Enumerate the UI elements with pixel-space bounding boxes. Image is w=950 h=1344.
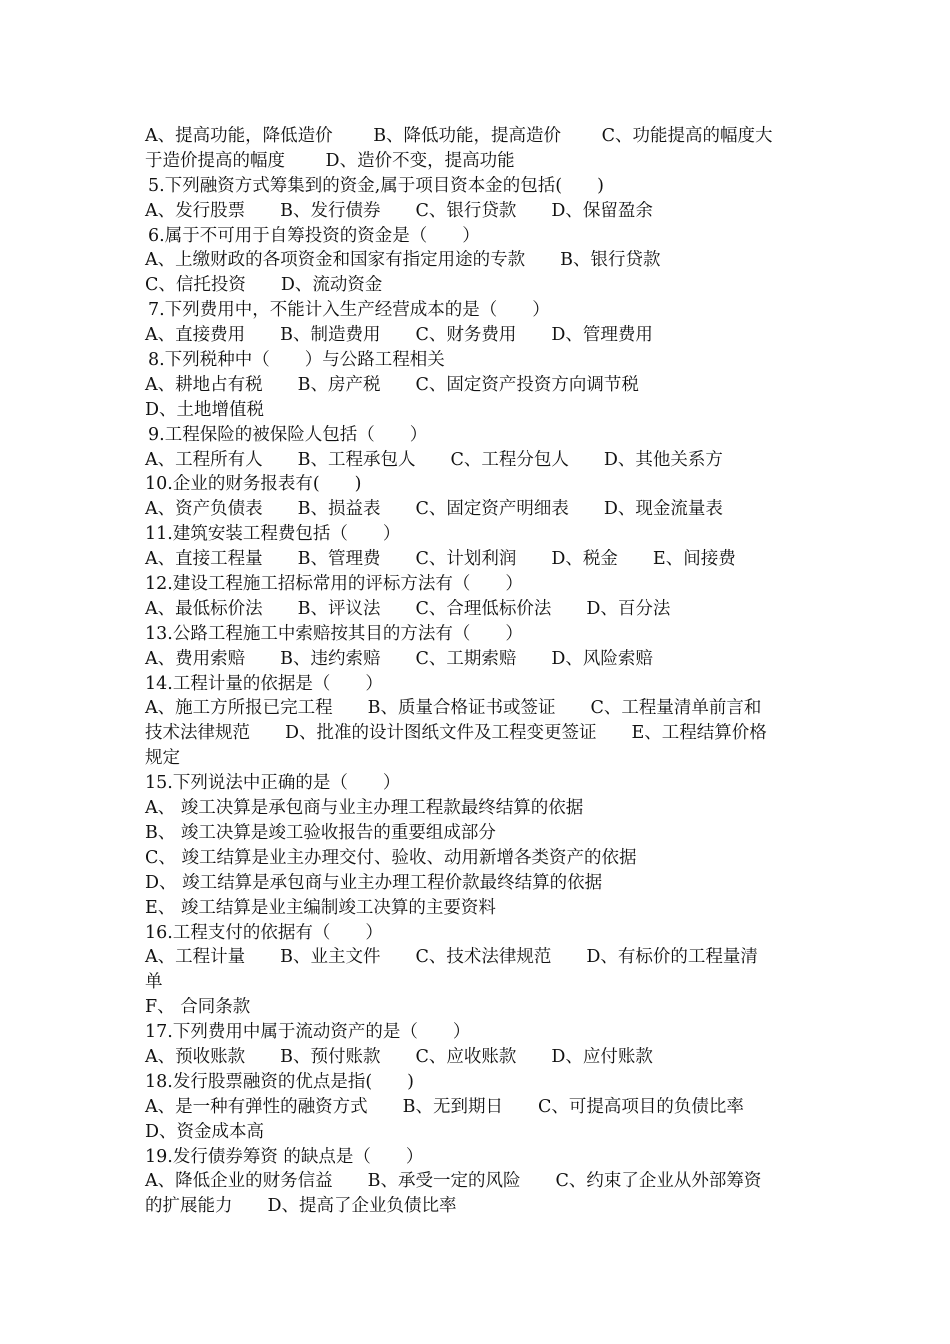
question-line: 8.下列税种中（ ）与公路工程相关 (148, 350, 445, 371)
text-line: 11.建筑安装工程费包括（ ） (145, 524, 401, 545)
text-line: 17.下列费用中属于流动资产的是（ ） (145, 1022, 471, 1043)
text-line: 19.发行债券筹资 的缺点是（ ） (145, 1146, 424, 1167)
text-line: A、是一种有弹性的融资方式 B、无到期日 C、可提高项目的负债比率 (145, 1096, 744, 1117)
text-line: A、施工方所报已完工程 B、质量合格证书或签证 C、工程量清单前言和 (145, 698, 762, 719)
text-line: 13.公路工程施工中索赔按其目的方法有（ ） (145, 623, 523, 644)
text-line: A、上缴财政的各项资金和国家有指定用途的专款 B、银行贷款 (145, 250, 661, 271)
text-line: A、资产负债表 B、损益表 C、固定资产明细表 D、现金流量表 (145, 499, 723, 520)
text-line: A、工程所有人 B、工程承包人 C、工程分包人 D、其他关系方 (145, 449, 723, 470)
text-line: F、 合同条款 (145, 997, 251, 1018)
text-line: 16.工程支付的依据有（ ） (145, 922, 383, 943)
text-line: A、直接工程量 B、管理费 C、计划利润 D、税金 E、间接费 (145, 549, 736, 570)
text-line: 12.建设工程施工招标常用的评标方法有（ ） (145, 574, 523, 595)
text-line: 规定 (145, 748, 180, 769)
text-line: 10.企业的财务报表有( ) (145, 474, 362, 495)
question-line: 9.工程保险的被保险人包括（ ） (148, 424, 428, 445)
text-line: 14.工程计量的依据是（ ） (145, 673, 383, 694)
question-line: 5.下列融资方式筹集到的资金,属于项目资本金的包括( ) (148, 175, 604, 196)
text-line: D、资金成本高 (145, 1121, 265, 1142)
text-line: B、 竣工决算是竣工验收报告的重要组成部分 (145, 822, 496, 843)
text-line: A、降低企业的财务信益 B、承受一定的风险 C、约束了企业从外部筹资 (145, 1171, 762, 1192)
text-line: D、土地增值税 (145, 399, 265, 420)
text-line: A、预收账款 B、预付账款 C、应收账款 D、应付账款 (145, 1046, 653, 1067)
question-line: 6.属于不可用于自筹投资的资金是（ ） (148, 225, 480, 246)
text-line: A、发行股票 B、发行债券 C、银行贷款 D、保留盈余 (145, 200, 653, 221)
text-line: 技术法律规范 D、批准的设计图纸文件及工程变更签证 E、工程结算价格 (145, 723, 767, 744)
text-line: A、工程计量 B、业主文件 C、技术法律规范 D、有标价的工程量清 (145, 947, 758, 968)
text-line: A、 竣工决算是承包商与业主办理工程款最终结算的依据 (145, 798, 584, 819)
text-line: 的扩展能力 D、提高了企业负债比率 (145, 1196, 457, 1217)
text-line: A、最低标价法 B、评议法 C、合理低标价法 D、百分法 (145, 598, 671, 619)
text-line: A、提高功能，降低造价 B、降低功能，提高造价 C、功能提高的幅度大 (145, 126, 773, 146)
text-line: A、耕地占有税 B、房产税 C、固定资产投资方向调节税 (145, 374, 639, 395)
text-line: A、费用索赔 B、违约索赔 C、工期索赔 D、风险索赔 (145, 648, 653, 669)
text-line: 18.发行股票融资的优点是指( ) (145, 1071, 414, 1092)
question-line: 7.下列费用中，不能计入生产经营成本的是（ ） (148, 300, 550, 321)
text-line: C、信托投资 D、流动资金 (145, 275, 383, 296)
text-line: 15.下列说法中正确的是（ ） (145, 773, 401, 794)
text-line: 于造价提高的幅度 D、造价不变，提高功能 (145, 150, 515, 171)
text-line: A、直接费用 B、制造费用 C、财务费用 D、管理费用 (145, 325, 653, 346)
text-line: E、 竣工结算是业主编制竣工决算的主要资料 (145, 897, 496, 918)
text-line: 单 (145, 972, 163, 993)
document-page (145, 124, 815, 1219)
text-line: C、 竣工结算是业主办理交付、验收、动用新增各类资产的依据 (145, 847, 637, 868)
text-line: D、 竣工结算是承包商与业主办理工程价款最终结算的依据 (145, 872, 603, 893)
